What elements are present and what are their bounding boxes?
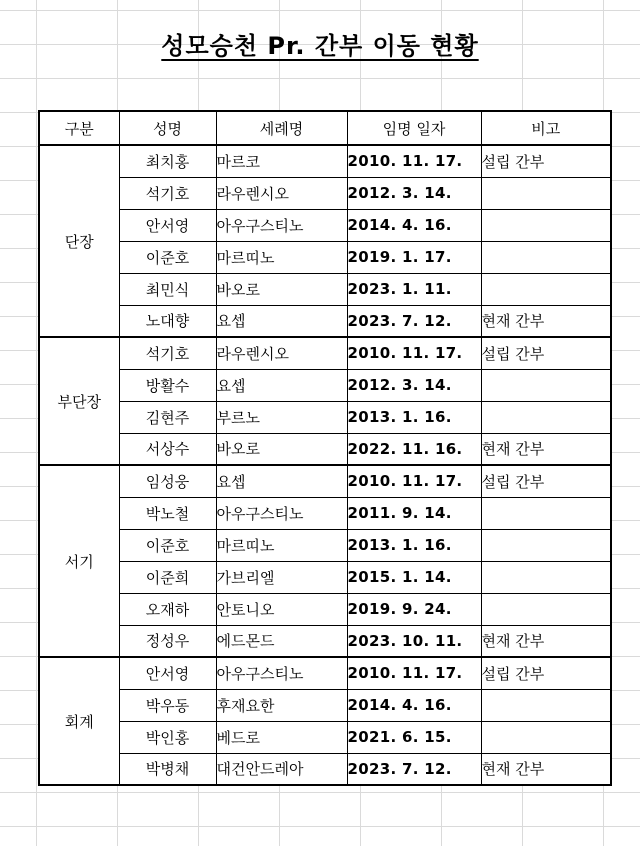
name-cell: 임성웅 bbox=[119, 465, 216, 497]
baptismal-name-cell: 요셉 bbox=[216, 465, 347, 497]
baptismal-name-cell: 에드몬드 bbox=[216, 625, 347, 657]
name-cell: 서상수 bbox=[119, 433, 216, 465]
baptismal-name-cell: 대건안드레아 bbox=[216, 753, 347, 785]
group-section bbox=[39, 145, 611, 337]
group-section bbox=[39, 337, 611, 465]
baptismal-name-cell: 라우렌시오 bbox=[216, 177, 347, 209]
header-group: 구분 bbox=[39, 111, 119, 145]
appointment-date-cell: 2019. 9. 24. bbox=[347, 593, 481, 625]
table-row bbox=[39, 433, 611, 465]
name-cell: 박우동 bbox=[119, 689, 216, 721]
appointment-date-cell: 2010. 11. 17. bbox=[347, 657, 481, 689]
note-cell bbox=[481, 689, 611, 721]
appointment-date-cell: 2013. 1. 16. bbox=[347, 529, 481, 561]
table-row bbox=[39, 593, 611, 625]
baptismal-name-cell: 바오로 bbox=[216, 273, 347, 305]
baptismal-name-cell: 요셉 bbox=[216, 305, 347, 337]
group-section bbox=[39, 465, 611, 657]
note-cell bbox=[481, 273, 611, 305]
note-cell bbox=[481, 401, 611, 433]
table-row bbox=[39, 721, 611, 753]
baptismal-name-cell: 아우구스티노 bbox=[216, 657, 347, 689]
officer-history-table bbox=[38, 110, 612, 786]
appointment-date-cell: 2023. 1. 11. bbox=[347, 273, 481, 305]
baptismal-name-cell: 바오로 bbox=[216, 433, 347, 465]
appointment-date-cell: 2014. 4. 16. bbox=[347, 689, 481, 721]
table-row bbox=[39, 337, 611, 369]
header-note: 비고 bbox=[481, 111, 611, 145]
note-cell: 설립 간부 bbox=[481, 465, 611, 497]
baptismal-name-cell: 마르띠노 bbox=[216, 241, 347, 273]
note-cell bbox=[481, 593, 611, 625]
group-label: 회계 bbox=[39, 657, 119, 785]
document-title-wrap bbox=[0, 26, 640, 61]
baptismal-name-cell: 마르코 bbox=[216, 145, 347, 177]
appointment-date-cell: 2010. 11. 17. bbox=[347, 465, 481, 497]
table-row bbox=[39, 209, 611, 241]
table-row bbox=[39, 753, 611, 785]
table-header-row bbox=[39, 111, 611, 145]
appointment-date-cell: 2010. 11. 17. bbox=[347, 337, 481, 369]
group-label: 단장 bbox=[39, 145, 119, 337]
note-cell bbox=[481, 209, 611, 241]
note-cell bbox=[481, 561, 611, 593]
baptismal-name-cell: 안토니오 bbox=[216, 593, 347, 625]
name-cell: 노대향 bbox=[119, 305, 216, 337]
appointment-date-cell: 2015. 1. 14. bbox=[347, 561, 481, 593]
table-row bbox=[39, 177, 611, 209]
note-cell: 현재 간부 bbox=[481, 753, 611, 785]
baptismal-name-cell: 후재요한 bbox=[216, 689, 347, 721]
note-cell bbox=[481, 241, 611, 273]
appointment-date-cell: 2012. 3. 14. bbox=[347, 177, 481, 209]
note-cell: 설립 간부 bbox=[481, 337, 611, 369]
appointment-date-cell: 2011. 9. 14. bbox=[347, 497, 481, 529]
name-cell: 석기호 bbox=[119, 177, 216, 209]
header-appointment-date: 임명 일자 bbox=[347, 111, 481, 145]
appointment-date-cell: 2023. 10. 11. bbox=[347, 625, 481, 657]
table-row bbox=[39, 529, 611, 561]
group-label: 부단장 bbox=[39, 337, 119, 465]
name-cell: 방활수 bbox=[119, 369, 216, 401]
table-row bbox=[39, 625, 611, 657]
group-label: 서기 bbox=[39, 465, 119, 657]
group-section bbox=[39, 657, 611, 785]
header-name: 성명 bbox=[119, 111, 216, 145]
baptismal-name-cell: 요셉 bbox=[216, 369, 347, 401]
table-row bbox=[39, 689, 611, 721]
baptismal-name-cell: 가브리엘 bbox=[216, 561, 347, 593]
baptismal-name-cell: 베드로 bbox=[216, 721, 347, 753]
appointment-date-cell: 2023. 7. 12. bbox=[347, 753, 481, 785]
table-row bbox=[39, 145, 611, 177]
name-cell: 정성우 bbox=[119, 625, 216, 657]
name-cell: 최민식 bbox=[119, 273, 216, 305]
appointment-date-cell: 2014. 4. 16. bbox=[347, 209, 481, 241]
note-cell: 현재 간부 bbox=[481, 305, 611, 337]
table-row bbox=[39, 369, 611, 401]
table-row bbox=[39, 657, 611, 689]
table-row bbox=[39, 497, 611, 529]
table-row bbox=[39, 305, 611, 337]
baptismal-name-cell: 마르띠노 bbox=[216, 529, 347, 561]
name-cell: 박인홍 bbox=[119, 721, 216, 753]
name-cell: 김현주 bbox=[119, 401, 216, 433]
name-cell: 오재하 bbox=[119, 593, 216, 625]
note-cell bbox=[481, 369, 611, 401]
table-row bbox=[39, 465, 611, 497]
name-cell: 이준희 bbox=[119, 561, 216, 593]
note-cell bbox=[481, 529, 611, 561]
appointment-date-cell: 2012. 3. 14. bbox=[347, 369, 481, 401]
note-cell bbox=[481, 721, 611, 753]
appointment-date-cell: 2010. 11. 17. bbox=[347, 145, 481, 177]
table-row bbox=[39, 273, 611, 305]
name-cell: 박노철 bbox=[119, 497, 216, 529]
table-row bbox=[39, 401, 611, 433]
name-cell: 석기호 bbox=[119, 337, 216, 369]
document-title: 성모승천 Pr. 간부 이동 현황 bbox=[161, 32, 479, 60]
table-row bbox=[39, 241, 611, 273]
name-cell: 최치홍 bbox=[119, 145, 216, 177]
note-cell: 설립 간부 bbox=[481, 145, 611, 177]
baptismal-name-cell: 아우구스티노 bbox=[216, 497, 347, 529]
appointment-date-cell: 2013. 1. 16. bbox=[347, 401, 481, 433]
name-cell: 안서영 bbox=[119, 209, 216, 241]
note-cell: 설립 간부 bbox=[481, 657, 611, 689]
note-cell: 현재 간부 bbox=[481, 433, 611, 465]
name-cell: 안서영 bbox=[119, 657, 216, 689]
appointment-date-cell: 2019. 1. 17. bbox=[347, 241, 481, 273]
appointment-date-cell: 2023. 7. 12. bbox=[347, 305, 481, 337]
note-cell: 현재 간부 bbox=[481, 625, 611, 657]
name-cell: 이준호 bbox=[119, 241, 216, 273]
name-cell: 이준호 bbox=[119, 529, 216, 561]
table-row bbox=[39, 561, 611, 593]
baptismal-name-cell: 라우렌시오 bbox=[216, 337, 347, 369]
baptismal-name-cell: 부르노 bbox=[216, 401, 347, 433]
name-cell: 박병채 bbox=[119, 753, 216, 785]
note-cell bbox=[481, 497, 611, 529]
note-cell bbox=[481, 177, 611, 209]
appointment-date-cell: 2022. 11. 16. bbox=[347, 433, 481, 465]
baptismal-name-cell: 아우구스티노 bbox=[216, 209, 347, 241]
header-baptismal-name: 세례명 bbox=[216, 111, 347, 145]
appointment-date-cell: 2021. 6. 15. bbox=[347, 721, 481, 753]
